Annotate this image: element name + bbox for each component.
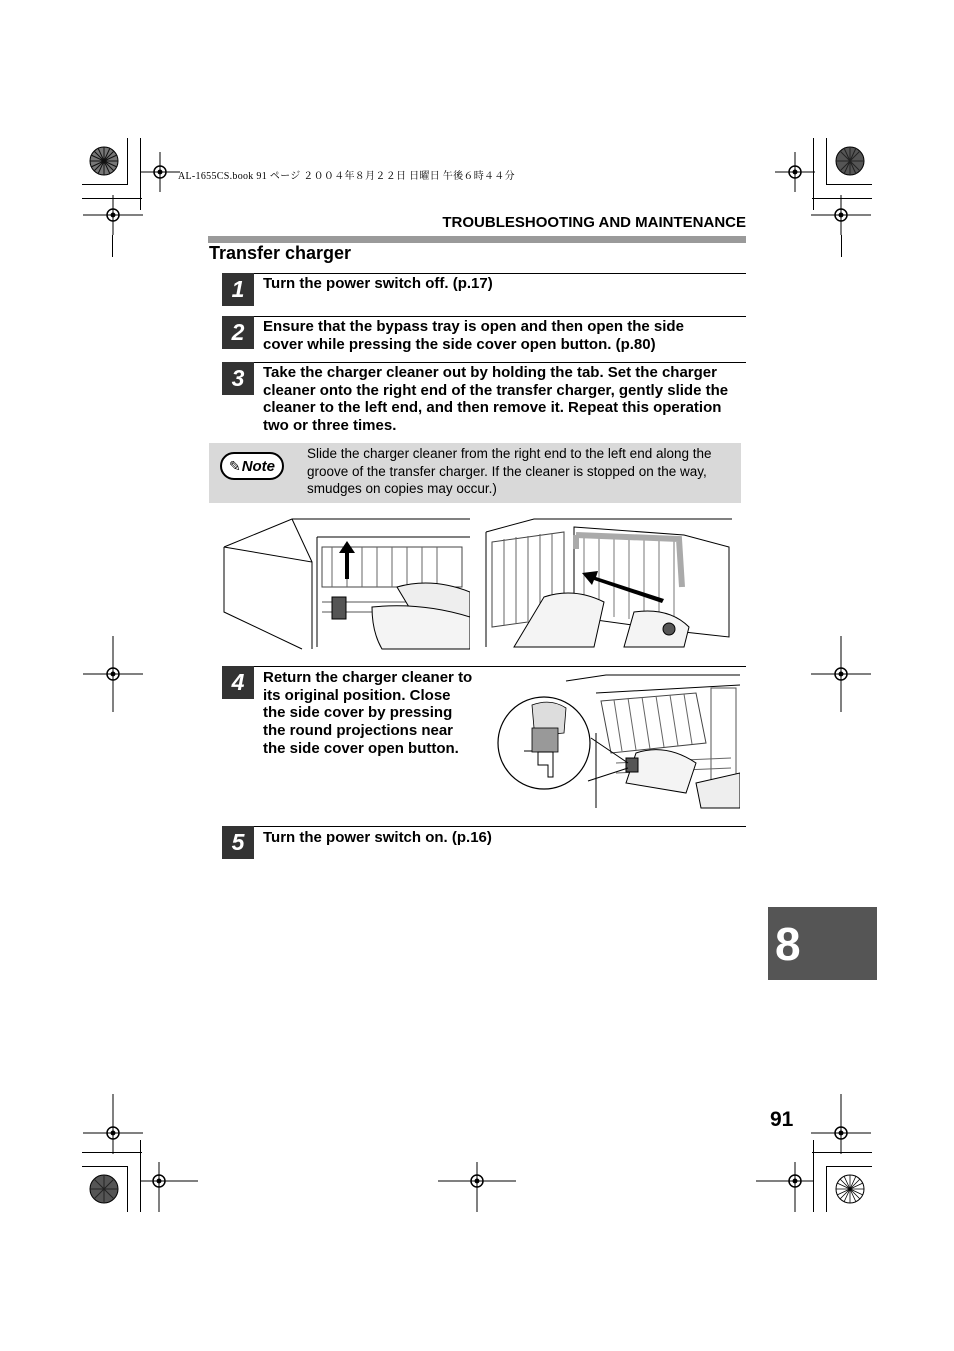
- crosshair-mark: [811, 195, 871, 235]
- step-number-badge: 2: [222, 316, 254, 349]
- step-divider: [222, 273, 746, 274]
- page-title: Transfer charger: [209, 243, 352, 263]
- crosshair-mark: [438, 1162, 516, 1212]
- step-divider: [222, 826, 746, 827]
- starburst-mark-top-left: [89, 146, 119, 176]
- starburst-mark-top-right: [835, 146, 865, 176]
- step-number-badge: 5: [222, 826, 254, 859]
- note-label: Note: [241, 457, 276, 475]
- step-1-text: Turn the power switch off. (p.17): [263, 275, 493, 292]
- print-book-id: AL-1655CS.book 91 ページ ２００４年８月２２日 日曜日 午後６時４４分: [178, 171, 515, 182]
- header-bar: [208, 236, 746, 243]
- step-divider: [222, 666, 746, 667]
- starburst-mark-bottom-right: [835, 1174, 865, 1204]
- crosshair-mark: [775, 152, 815, 192]
- step-divider: [222, 316, 746, 317]
- pencil-icon: ✎: [228, 457, 241, 474]
- step-divider: [222, 362, 746, 363]
- crosshair-mark: [811, 1094, 871, 1154]
- crosshair-mark: [140, 1162, 198, 1212]
- step-3-text: Take the charger cleaner out by holding the tab. Set the charger cleaner onto the right end of the transfer charger, gently slide the cleaner to the left end, and then remove it. Repeat this operation two or three times.: [263, 364, 729, 435]
- crosshair-mark: [811, 636, 871, 712]
- step-number-badge: 3: [222, 362, 254, 395]
- chapter-tab: 8: [768, 907, 877, 980]
- crosshair-mark: [83, 195, 143, 235]
- crosshair-mark: [83, 636, 143, 712]
- step-4-text: Return the charger cleaner to its original position. Close the side cover by pressing the round projections near the side cover open button.: [263, 669, 473, 757]
- illustration-slide-cleaner: [484, 517, 732, 652]
- note-badge: [220, 452, 284, 480]
- step-2-text: Ensure that the bypass tray is open and then open the side cover while pressing the side cover open button. (p.80): [263, 318, 684, 353]
- crosshair-mark: [83, 1094, 143, 1154]
- page-number: 91: [770, 1108, 794, 1131]
- crosshair-mark: [756, 1162, 814, 1212]
- illustration-remove-cleaner: [222, 517, 470, 652]
- step-5-text: Turn the power switch on. (p.16): [263, 829, 492, 846]
- note-text: Slide the charger cleaner from the right end to the left end along the groove of the transfer charger. If the cleaner is stopped on the way, smudges on copies may occur.): [307, 446, 712, 497]
- step-number-badge: 1: [222, 273, 254, 306]
- section-header: TROUBLESHOOTING AND MAINTENANCE: [442, 214, 746, 231]
- crosshair-mark: [140, 152, 180, 192]
- starburst-mark-bottom-left: [89, 1174, 119, 1204]
- illustration-close-side-cover: [496, 673, 740, 811]
- step-number-badge: 4: [222, 666, 254, 699]
